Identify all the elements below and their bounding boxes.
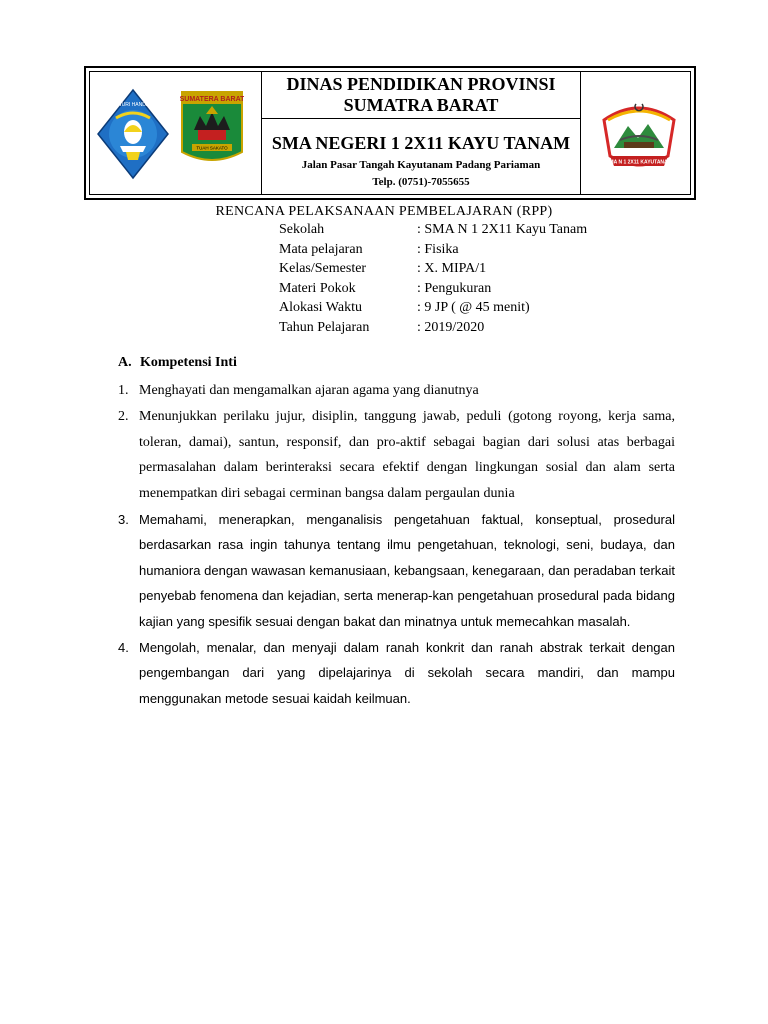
letterhead-divider xyxy=(262,118,580,119)
school-emblem-logo xyxy=(596,90,682,178)
school-address-block xyxy=(262,157,580,191)
info-table xyxy=(279,220,587,338)
list-item xyxy=(118,635,675,711)
letterhead-center xyxy=(261,72,581,194)
competency-list xyxy=(118,378,675,712)
list-item-number: 2. xyxy=(118,409,129,425)
info-value: : 9 JP ( @ 45 menit) xyxy=(417,300,530,316)
section-letter: A. xyxy=(118,355,132,370)
school-emblem-text: SMA N 1 2X11 KAYUTANAM xyxy=(606,159,672,166)
info-label: Alokasi Waktu xyxy=(279,300,362,316)
list-item-text: Memahami, menerapkan, menganalisis pengetahuan faktual, konseptual, prosedural berdasarkan rasa ingin tahunya tentang ilmu pengetahuan, teknologi, seni, budaya, dan humaniora dengan wawasan kemanusiaan, kebangsaan, kenegaraan, dan peradaban terkait penyebab fenomena dan kejadian, serta menerap-kan pengetahuan prosedural pada bidang kajian yang spesifik sesuai dengan bakat dan minatnya untuk memecahkan masalah. xyxy=(139,512,675,629)
agency-name xyxy=(262,74,580,116)
agency-line-2: SUMATRA BARAT xyxy=(343,95,499,115)
list-item-number: 3. xyxy=(118,512,129,528)
list-item-text: Menghayati dan mengamalkan ajaran agama yang dianutnya xyxy=(139,383,479,398)
info-label: Materi Pokok xyxy=(279,280,356,296)
info-row xyxy=(279,240,587,260)
tut-wuri-handayani-logo xyxy=(96,88,170,180)
school-phone: Telp. (0751)-7055655 xyxy=(372,176,470,188)
school-name: SMA NEGERI 1 2X11 KAYU TANAM xyxy=(271,133,571,153)
letterhead-inner-frame xyxy=(89,71,691,195)
list-item-number: 4. xyxy=(118,640,129,656)
section-heading-text: Kompetensi Inti xyxy=(140,355,237,370)
info-row xyxy=(279,220,587,240)
info-row xyxy=(279,259,587,279)
info-row xyxy=(279,279,587,299)
info-value: : X. MIPA/1 xyxy=(417,261,487,277)
info-value: : 2019/2020 xyxy=(417,319,485,335)
list-item-number: 1. xyxy=(118,383,129,398)
info-label: Kelas/Semester xyxy=(279,261,367,277)
agency-line-1: DINAS PENDIDIKAN PROVINSI xyxy=(286,74,556,94)
info-label: Tahun Pelajaran xyxy=(279,319,370,335)
info-label: Mata pelajaran xyxy=(279,241,363,257)
section-heading xyxy=(118,355,237,371)
document-title: RENCANA PELAKSANAAN PEMBELAJARAN (RPP) xyxy=(215,204,553,219)
info-row xyxy=(279,298,587,318)
info-value: : Fisika xyxy=(417,241,459,257)
list-item-text: Mengolah, menalar, dan menyaji dalam ranah konkrit dan ranah abstrak terkait dengan pengembangan dari yang dipelajarinya di sekolah secara mandiri, dan mampu menggunakan metode sesuai kaidah keilmuan. xyxy=(139,640,675,706)
info-row xyxy=(279,318,587,338)
school-address: Jalan Pasar Tangah Kayutanam Padang Pariaman xyxy=(301,159,541,171)
list-item xyxy=(118,378,675,403)
sumbar-logo-text: SUMATERA BARAT xyxy=(180,96,244,103)
letterhead xyxy=(84,66,696,200)
info-value: : SMA N 1 2X11 Kayu Tanam xyxy=(417,222,588,237)
info-label: Sekolah xyxy=(279,222,325,237)
sumbar-ribbon-text: TUAH SAKATO xyxy=(196,145,228,151)
list-item xyxy=(118,404,675,506)
tut-wuri-logo-text: TUT WURI HANDAYANI xyxy=(105,102,161,108)
list-item xyxy=(118,507,675,634)
list-item-text: Menunjukkan perilaku jujur, disiplin, tanggung jawab, peduli (gotong royong, kerja sama, toleran, damai), santun, responsif, dan pro-aktif sebagai bagian dari solusi atas berbagai permasalahan dalam berinteraksi secara efektif dengan lingkungan sosial dan alam serta menempatkan diri sebagai cerminan bangsa dalam pergaulan dunia xyxy=(139,409,675,501)
sumatera-barat-logo xyxy=(180,90,244,168)
info-value: : Pengukuran xyxy=(417,280,492,296)
